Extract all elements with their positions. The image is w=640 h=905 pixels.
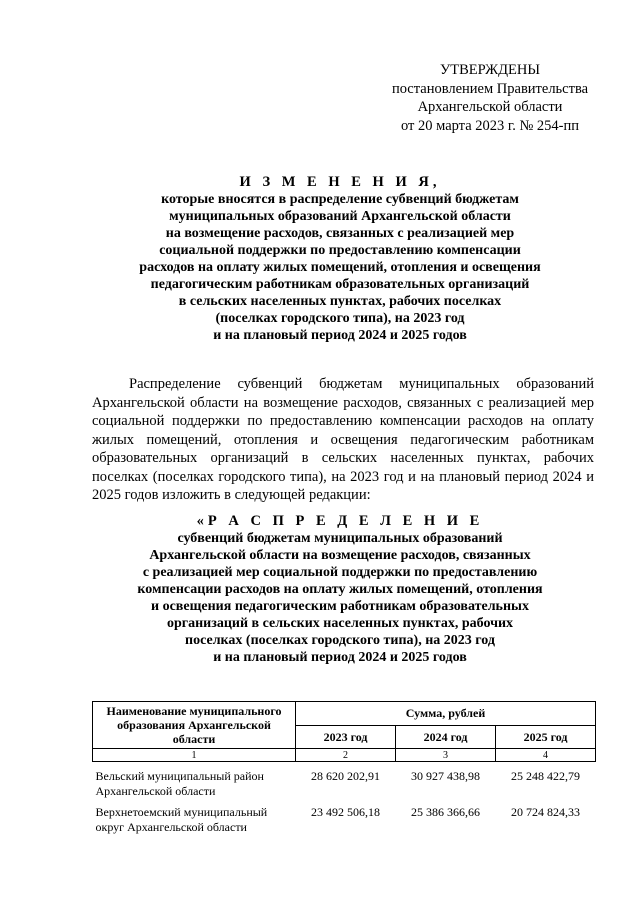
distribution-line: и на плановый период 2024 и 2025 годов xyxy=(213,650,467,665)
changes-line: (поселках городского типа), на 2023 год xyxy=(215,311,465,326)
distribution-line: организаций в сельских населенных пунктах, рабочих xyxy=(166,616,514,631)
amount-2023: 23 492 506,18 xyxy=(311,805,380,819)
distribution-line: субвенций бюджетам муниципальных образований xyxy=(177,531,503,546)
amount-2023: 28 620 202,91 xyxy=(311,769,380,783)
header-sum: Сумма, рублей xyxy=(296,702,596,726)
changes-line: и на плановый период 2024 и 2025 годов xyxy=(213,328,467,343)
changes-line: социальной поддержки по предоставлению компенсации xyxy=(159,243,521,258)
amount-2025: 20 724 824,33 xyxy=(511,805,580,819)
municipality-name: Вельский муниципальный район Архангельской области xyxy=(95,769,264,798)
approval-line: Архангельской области xyxy=(417,99,563,115)
changes-line: которые вносятся в распределение субвенций бюджетам xyxy=(161,192,519,207)
amount-2024: 25 386 366,66 xyxy=(411,805,480,819)
column-index: 1 xyxy=(93,749,296,762)
distribution-heading: «Р А С П Р Е Д Е Л Е Н И Е xyxy=(196,513,484,529)
distribution-line: и освещения педагогическим работникам образовательных xyxy=(151,599,529,614)
changes-line: расходов на оплату жилых помещений, отопления и освещения xyxy=(139,260,541,275)
column-index: 3 xyxy=(396,749,496,762)
header-year-2025: 2025 год xyxy=(496,725,596,749)
approval-line: постановлением Правительства xyxy=(391,80,589,97)
header-year-2024: 2024 год xyxy=(396,725,496,749)
table-row xyxy=(93,798,596,834)
table-row xyxy=(93,762,596,799)
column-index: 2 xyxy=(296,749,396,762)
distribution-line: с реализацией мер социальной поддержки по предоставлению xyxy=(142,565,538,580)
changes-line: в сельских населенных пунктах, рабочих поселках xyxy=(178,294,502,309)
amount-2024: 30 927 438,98 xyxy=(411,769,480,783)
municipality-name: Верхнетоемский муниципальный округ Архангельской области xyxy=(95,805,268,834)
distribution-line: компенсации расходов на оплату жилых помещений, отопления xyxy=(137,582,543,597)
approval-title: УТВЕРЖДЕНЫ xyxy=(439,62,541,78)
column-index-row xyxy=(93,749,596,762)
column-index: 4 xyxy=(496,749,596,762)
distribution-title xyxy=(80,513,600,666)
changes-line: педагогическим работникам образовательных организаций xyxy=(150,277,530,292)
changes-heading: И З М Е Н Е Н И Я, xyxy=(239,174,441,190)
changes-line: на возмещение расходов, связанных с реализацией мер xyxy=(165,226,515,241)
distribution-line: Архангельской области на возмещение расходов, связанных xyxy=(149,548,531,563)
changes-line: муниципальных образований Архангельской области xyxy=(169,209,511,224)
changes-title xyxy=(80,174,600,344)
distribution-line: поселках (поселках городского типа), на 2023 год xyxy=(185,633,495,648)
approval-block xyxy=(385,61,595,135)
intro-paragraph: Распределение субвенций бюджетам муниципальных образований Архангельской области на возмещение расходов, связанных с реализацией мер социальной поддержки по предоставлению компенсации расходов на оплату жилых помещений, отопления и освещения педагогическим работникам образовательных организаций в сельских населенных пунктах, рабочих поселках (поселках городского типа), на 2023 год и на плановый период 2024 и 2025 годов изложить в следующей редакции: xyxy=(92,376,594,503)
subvention-table xyxy=(92,701,595,834)
header-year-2023: 2023 год xyxy=(296,725,396,749)
amount-2025: 25 248 422,79 xyxy=(511,769,580,783)
header-municipality: Наименование муниципального образования Архангельской области xyxy=(93,702,296,749)
approval-date: от 20 марта 2023 г. № 254-пп xyxy=(400,117,580,134)
